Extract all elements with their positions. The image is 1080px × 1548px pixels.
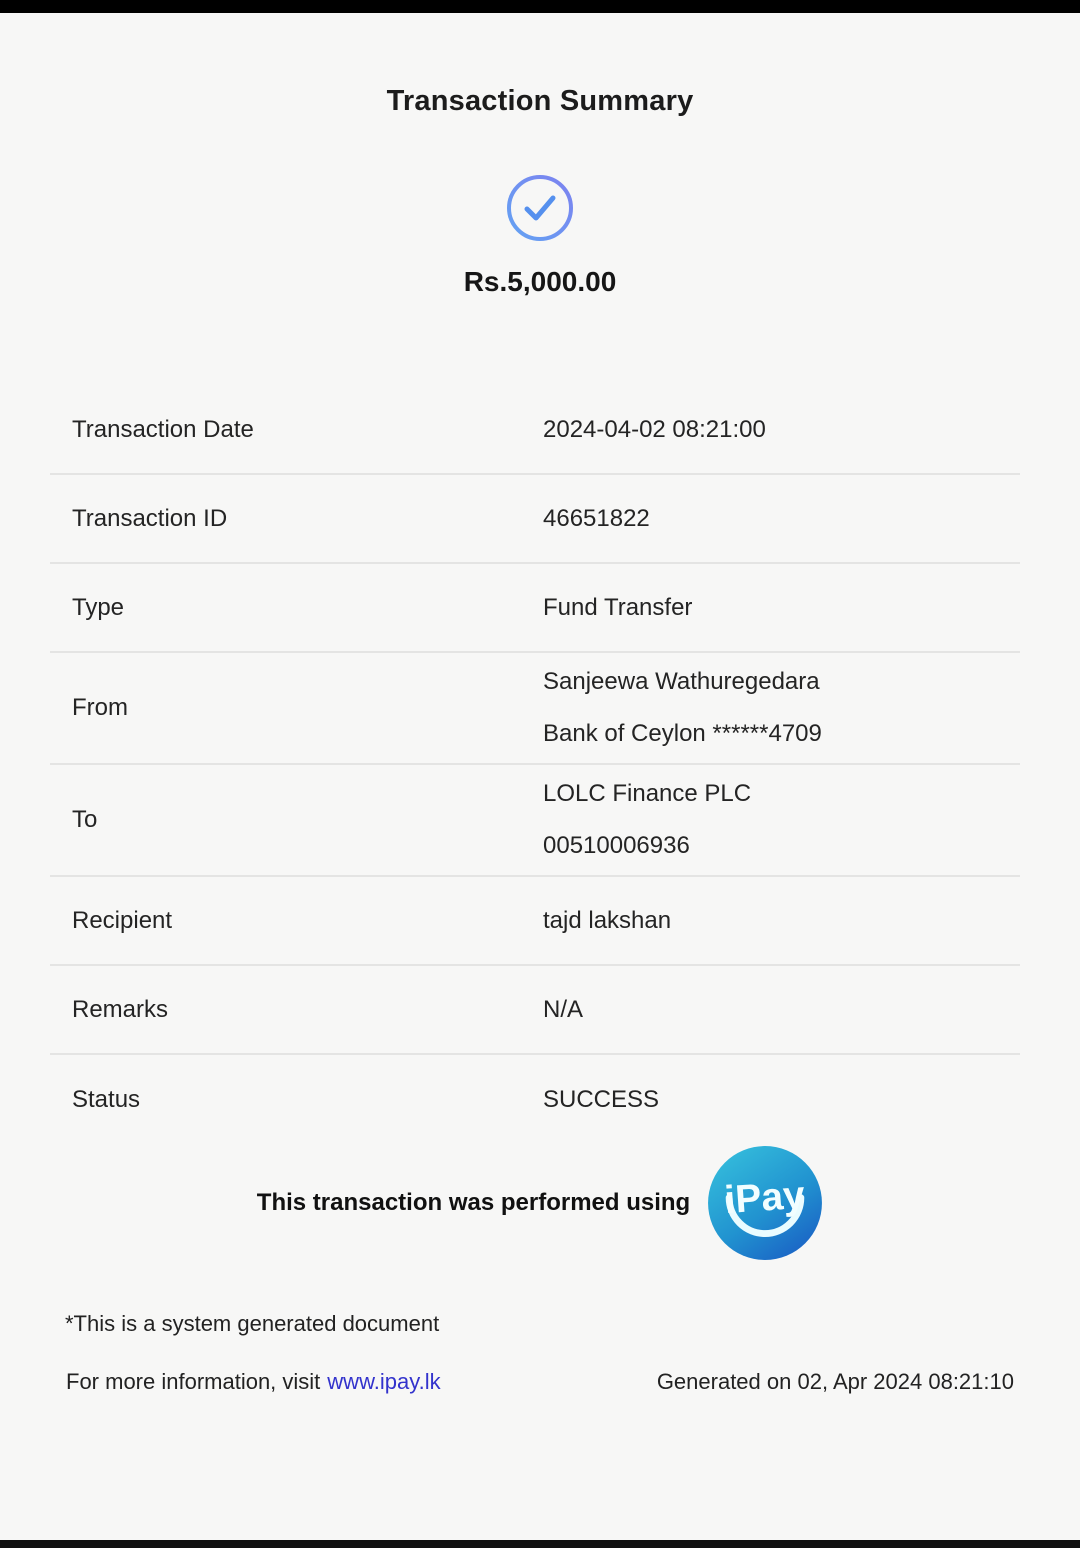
row-label: Transaction Date	[72, 415, 254, 443]
from-account-number: Bank of Ceylon ******4709	[543, 720, 822, 747]
row-label: Recipient	[72, 906, 173, 934]
row-from	[50, 653, 1020, 765]
row-value: tajd lakshan	[543, 906, 672, 934]
ipay-website-link[interactable]: www.ipay.lk	[327, 1369, 441, 1394]
top-black-bar	[0, 0, 1080, 13]
generated-timestamp: Generated on 02, Apr 2024 08:21:10	[656, 1369, 1014, 1394]
row-to	[50, 765, 1020, 877]
from-account-name: Sanjeewa Wathuregedara	[543, 668, 820, 695]
row-value: 46651822	[543, 504, 650, 532]
row-value: 2024-04-02 08:21:00	[543, 415, 766, 443]
row-label: Type	[72, 593, 125, 621]
transaction-details-table	[50, 386, 1020, 1144]
row-transaction-date	[50, 386, 1020, 475]
more-info-line	[66, 1369, 441, 1395]
row-label: From	[72, 694, 128, 721]
to-account-number: 00510006936	[543, 832, 690, 859]
bottom-black-bar	[0, 1540, 1080, 1548]
row-remarks	[50, 966, 1020, 1055]
row-label: Status	[72, 1085, 141, 1113]
row-transaction-id	[50, 475, 1020, 564]
page-title: Transaction Summary	[386, 85, 694, 117]
more-info-text: For more information, visit	[66, 1369, 321, 1394]
status-value: SUCCESS	[543, 1085, 660, 1113]
performed-using-line	[0, 1145, 1080, 1261]
row-type	[50, 564, 1020, 653]
row-recipient	[50, 877, 1020, 966]
check-circle-icon	[505, 173, 575, 243]
system-generated-note: *This is a system generated document	[65, 1311, 440, 1336]
to-institution: LOLC Finance PLC	[543, 780, 752, 807]
success-check-icon	[0, 173, 1080, 243]
transaction-amount: Rs.5,000.00	[463, 266, 617, 297]
row-label: Remarks	[72, 995, 169, 1023]
row-label: To	[72, 806, 98, 833]
ipay-logo-text: iPay	[723, 1173, 807, 1223]
row-value: N/A	[543, 995, 584, 1023]
footer	[66, 1369, 1014, 1395]
performed-using-text: This transaction was performed using	[256, 1189, 691, 1216]
row-label: Transaction ID	[72, 504, 228, 532]
ipay-logo	[707, 1145, 823, 1261]
row-status	[50, 1055, 1020, 1144]
row-value: Fund Transfer	[543, 593, 693, 621]
